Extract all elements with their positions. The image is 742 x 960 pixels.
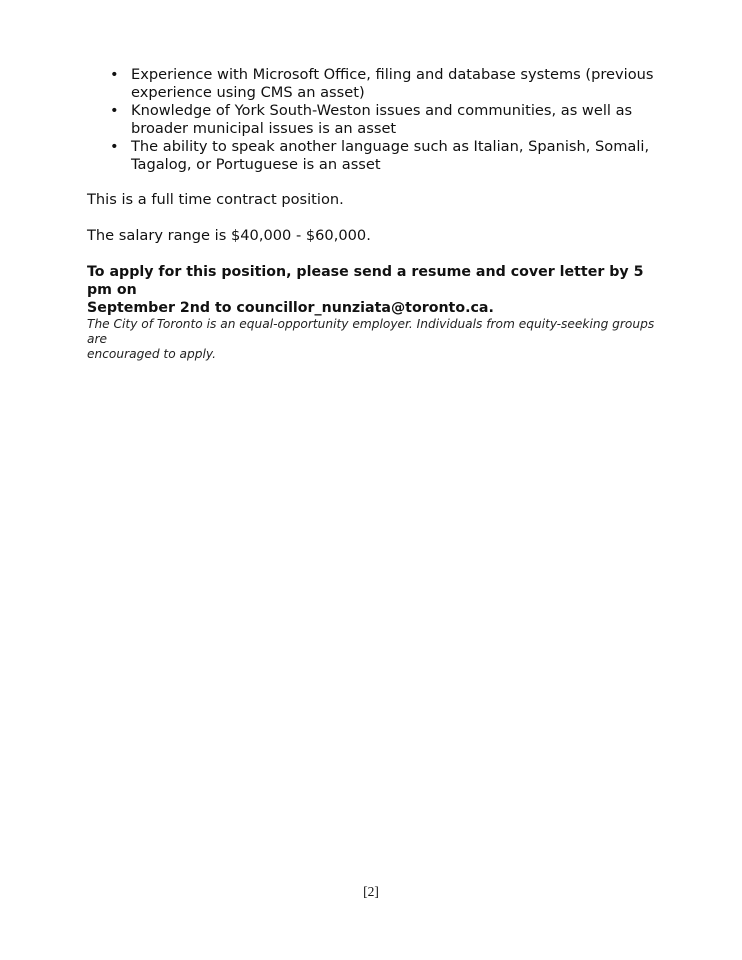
list-item — [108, 102, 668, 138]
bullet-icon: • — [110, 66, 119, 83]
list-item-text-line2: broader municipal issues is an asset — [131, 120, 397, 137]
apply-instructions — [87, 263, 667, 317]
requirements-list — [108, 66, 668, 174]
list-item — [108, 66, 668, 102]
list-item-text-line2: Tagalog, or Portuguese is an asset — [131, 156, 381, 173]
bullet-icon: • — [110, 102, 119, 119]
equal-opportunity-statement — [87, 317, 662, 362]
apply-line1: To apply for this position, please send a resume and cover letter by 5 pm on — [87, 264, 644, 298]
list-item — [108, 138, 668, 174]
bullet-icon: • — [110, 138, 119, 155]
page-number: [2] — [363, 884, 379, 899]
salary-paragraph: The salary range is $40,000 - $60,000. — [87, 227, 371, 244]
apply-line2: September 2nd to councillor_nunziata@toronto.ca. — [87, 300, 494, 316]
list-item-text-line2: experience using CMS an asset) — [131, 84, 365, 101]
contract-paragraph: This is a full time contract position. — [87, 191, 344, 208]
list-item-text-line1: The ability to speak another language such as Italian, Spanish, Somali, — [131, 138, 650, 155]
list-item-text-line1: Knowledge of York South-Weston issues and communities, as well as — [131, 102, 633, 119]
equal-opportunity-line1: The City of Toronto is an equal-opportunity employer. Individuals from equity-seeking groups are — [87, 317, 655, 346]
equal-opportunity-line2: encouraged to apply. — [87, 347, 217, 361]
list-item-text-line1: Experience with Microsoft Office, filing and database systems (previous — [131, 66, 654, 83]
